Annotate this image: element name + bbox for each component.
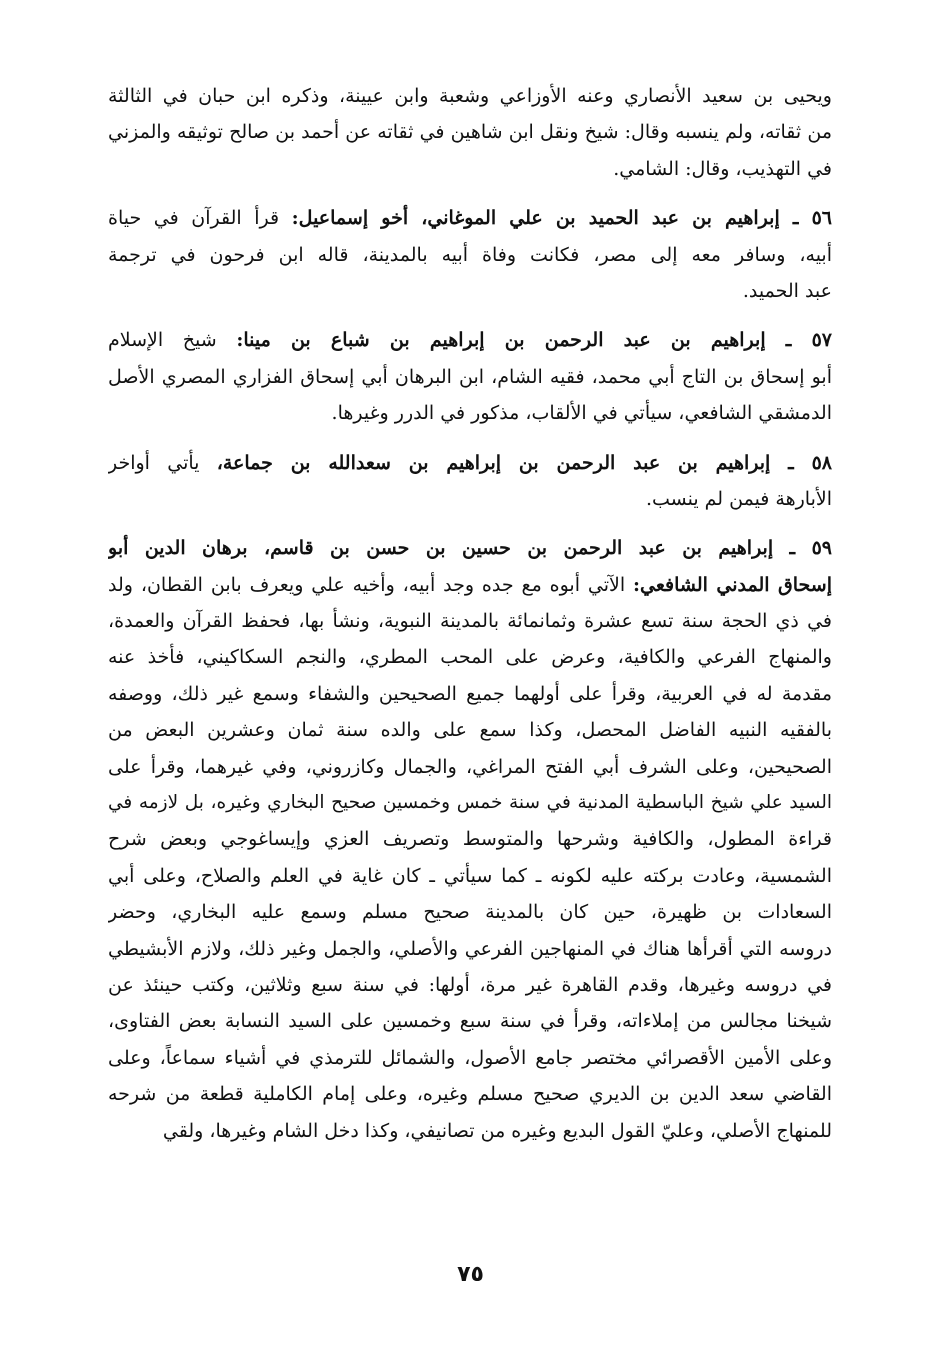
line-text: الشمسية، وعادت بركته عليه لكونه ـ كما سيأتي ـ كان غاية في العلم والصلاح، وعلى أبي [108,864,832,887]
biography-entry [108,322,832,431]
line-text: أبيه، وسافر معه إلى مصر، فكانت وفاة أبيه بالمدينة، قاله ابن فرحون في ترجمة [108,243,832,266]
text-line [108,821,832,857]
line-text: يأتي أواخر [108,451,217,474]
text-line [108,603,832,639]
text-line [108,322,832,358]
text-line [108,78,832,114]
line-text: مقدمة له في العربية، وقرأ على أولهما جميع الصحيحين والشفاء وسمع غير ذلك، ووصفه [108,682,832,705]
text-line [108,395,832,431]
line-text: الأبارهة فيمن لم ينسب. [645,487,832,510]
page-body [108,78,832,1149]
text-line [108,1040,832,1076]
line-text: الآتي أبوه مع جده وجد أبيه، وأخيه علي ويعرف بابن القطان، ولد [108,573,634,596]
entry-heading: ٥٧ ـ إبراهيم بن عبد الرحمن بن إبراهيم بن شباع بن مينا: [236,329,832,352]
line-text: من ثقاته، ولم ينسبه وقال: شيخ ونقل ابن شاهين في ثقاته عن أحمد بن صالح توثيقه والمزني [108,121,832,144]
text-line [108,530,832,566]
line-text: القاضي سعد الدين بن الديري صحيح مسلم وغيره، وعلى إمام الكاملية قطعة من شرحه [108,1083,832,1106]
text-line [108,445,832,481]
biography-entry [108,445,832,518]
line-text: في التهذيب، وقال: الشامي. [613,157,832,180]
text-line [108,858,832,894]
text-line [108,567,832,603]
line-text: السيد علي شيخ الباسطية المدنية في سنة خمس وخمسين صحيح البخاري وغيره، بل لازمه في [108,792,832,814]
text-line [108,151,832,187]
text-line [108,359,832,395]
line-text: قراءة المطول، والكافية وشرحها والمتوسط وتصريف العزي وإيساغوجي وبعض شرح [108,828,832,851]
entry-heading: ٥٨ ـ إبراهيم بن عبد الرحمن بن إبراهيم بن سعدالله بن جماعة، [216,451,832,474]
line-text: دروسه التي أقرأها هناك في المنهاجين الفرعي والأصلي، والجمل وغير ذلك، ولازم الأبشيطي [108,937,832,960]
text-line [108,237,832,273]
text-line [108,894,832,930]
biography-entry [108,200,832,309]
biography-entry [108,530,832,1149]
text-line [108,639,832,675]
text-line [108,273,832,309]
entry-heading: ٥٩ ـ إبراهيم بن عبد الرحمن بن حسين بن حسن بن قاسم، برهان الدين أبو [108,537,832,560]
line-text: وعلى الأمين الأقصرائي مختصر جامع الأصول، والشمائل للترمذي في أشياء سماعاً، وعلى [108,1046,832,1069]
text-line [108,931,832,967]
text-line [108,967,832,1003]
line-text: الدمشقي الشافعي، سيأتي في الألقاب، مذكور في الدرر وغيرها. [331,402,832,425]
line-text: السعادات بن ظهيرة، حين كان بالمدينة صحيح مسلم وسمع عليه البخاري، وحضر [108,901,832,924]
line-text: عبد الحميد. [742,279,832,302]
text-line [108,114,832,150]
line-text: أبو إسحاق بن التاج أبي محمد، فقيه الشام، ابن البرهان أبي إسحاق الفزاري المصري الأصل [108,365,832,388]
page-number: ٧٥ [457,1262,484,1287]
line-text: في ذي الحجة سنة تسع عشرة وثمانمائة بالمدينة النبوية، ونشأ بها، فحفظ القرآن والعمدة، [108,610,832,633]
line-text: شيخنا مجالس من إملاءاته، وقرأ في سنة سبع وخمسين على السيد النسابة بعض الفتاوى، [108,1010,832,1033]
line-text: شيخ الإسلام [108,329,237,352]
text-line [108,749,832,785]
text-line [108,676,832,712]
line-text: للمنهاج الأصلي، وعليّ القول البديع وغيره من تصانيفي، وكذا دخل الشام وغيرها، ولقي [162,1119,832,1142]
entry-heading: ٥٦ ـ إبراهيم بن عبد الحميد بن علي الموغاني، أخو إسماعيل: [291,207,832,230]
line-text: ويحيى بن سعيد الأنصاري وعنه الأوزاعي وشعبة وابن عيينة، وذكره ابن حبان في الثالثة [108,85,832,107]
line-text: في دروسه وغيرها، وقدم القاهرة غير مرة، أولها: في سنة سبع وثلاثين، وكتب حينئذ عن [108,973,832,996]
text-line [108,1076,832,1112]
text-line [108,1003,832,1039]
text-line [108,785,832,821]
line-text: بالفقيه النبيه الفاضل المحصل، وكذا سمع على والده سنة ثمان وعشرين البعض من [108,719,832,742]
text-line [108,481,832,517]
text-line [108,1113,832,1149]
line-text: الصحيحين، وعلى الشرف أبي الفتح المراغي، والجمال وكازروني، وفي غيرهما، وقرأ على [108,755,832,778]
text-line [108,200,832,236]
text-line [108,712,832,748]
entry-heading: إسحاق المدني الشافعي: [633,573,832,596]
line-text: قرأ القرآن في حياة [108,207,292,230]
continuation-paragraph [108,78,832,187]
line-text: والمنهاج الفرعي والكافية، وعرض على المحب المطري، والنجم السكاكيني، فأخذ عنه [108,646,832,669]
